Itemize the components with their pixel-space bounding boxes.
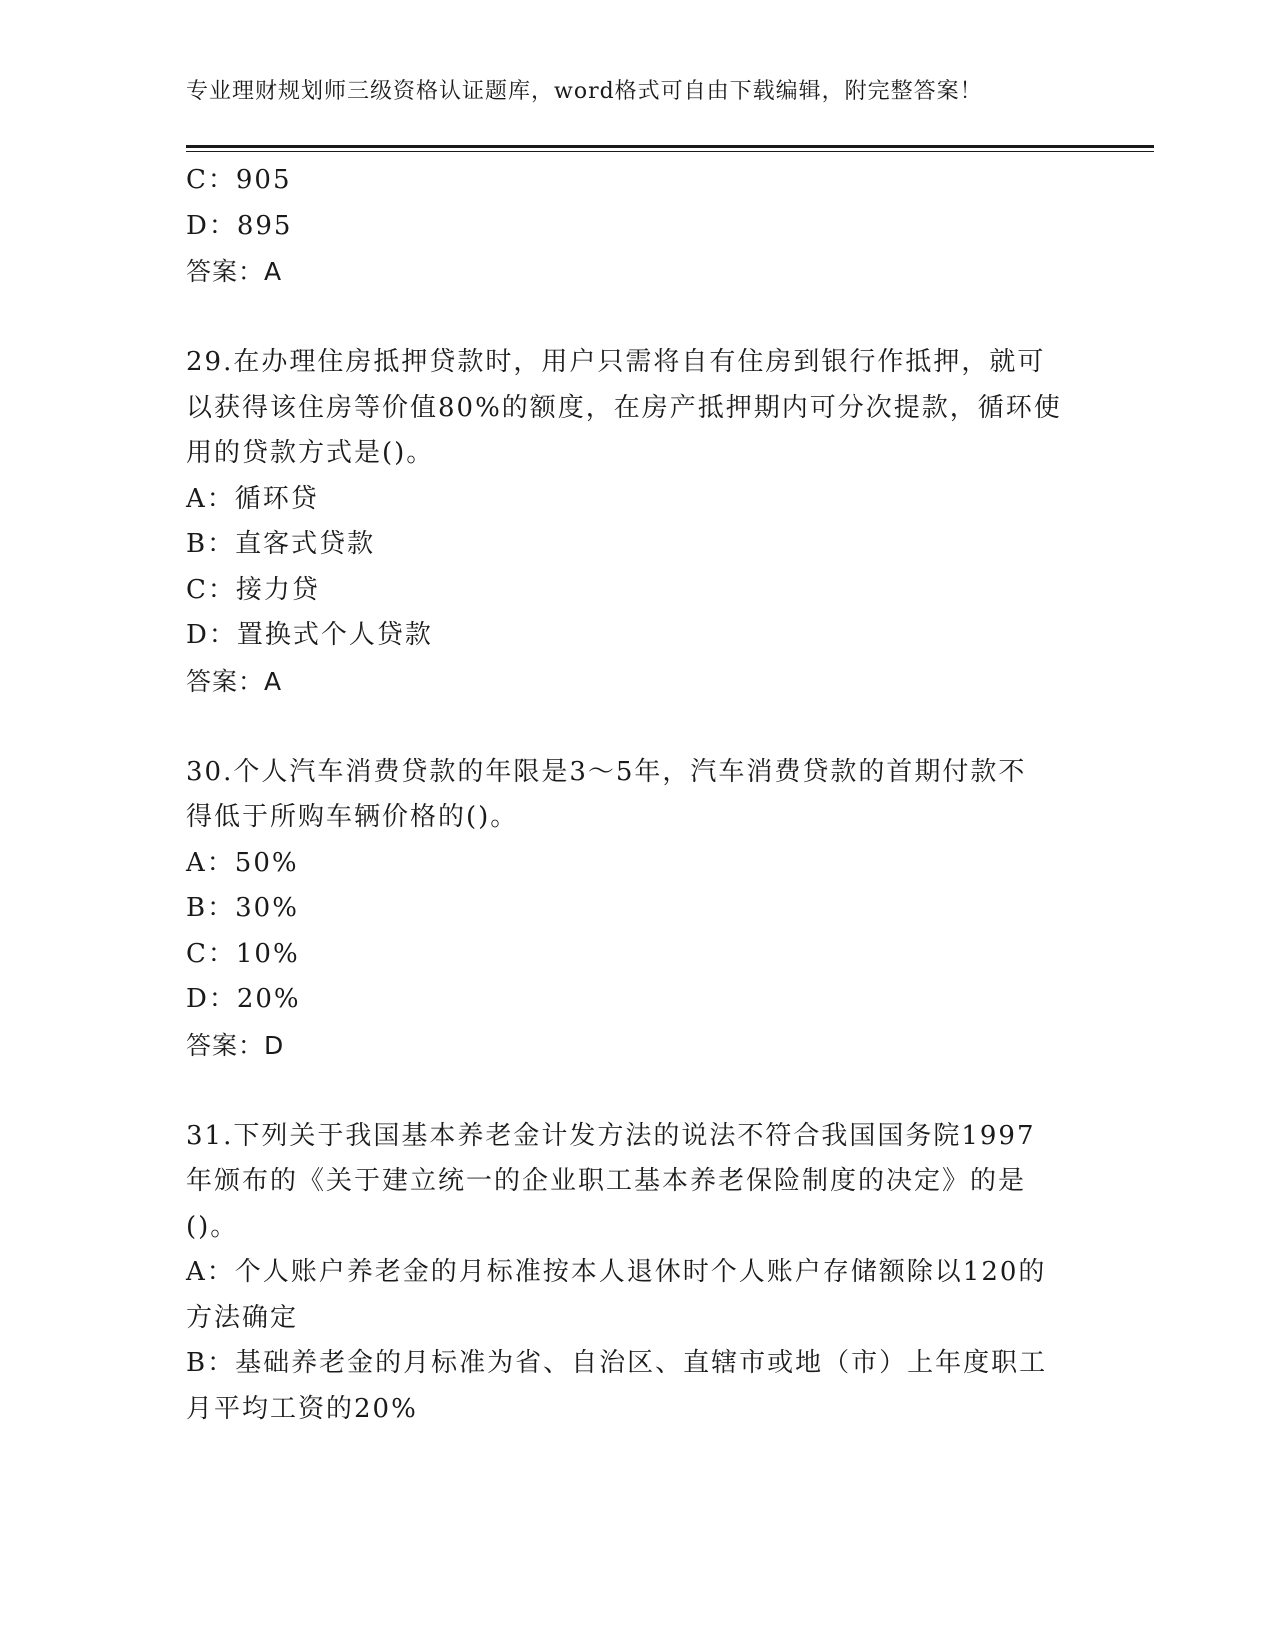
page-header: 专业理财规划师三级资格认证题库，word格式可自由下载编辑，附完整答案！ — [186, 79, 983, 104]
option-line: 方法确定 — [186, 1302, 299, 1333]
answer-line: 答案：A — [186, 257, 283, 286]
header-rule — [186, 145, 1154, 148]
question-line: 得低于所购车辆价格的()。 — [186, 802, 519, 832]
question-line: 30.个人汽车消费贷款的年限是3～5年，汽车消费贷款的首期付款不 — [186, 756, 1027, 787]
question-line: ()。 — [186, 1211, 239, 1242]
option-line: B：30% — [186, 893, 299, 923]
option-line: B：基础养老金的月标准为省、自治区、直辖市或地（市）上年度职工 — [186, 1348, 1048, 1378]
option-line: A：个人账户养老金的月标准按本人退休时个人账户存储额除以120的 — [186, 1257, 1047, 1287]
header-rule-thin — [186, 151, 1154, 152]
answer-line: 答案：A — [186, 666, 283, 696]
option-line: 月平均工资的20% — [186, 1393, 418, 1424]
option-line: C：接力贷 — [186, 574, 320, 605]
option-line: D：895 — [186, 210, 293, 241]
option-line: B：直客式贷款 — [186, 529, 376, 559]
question-line: 年颁布的《关于建立统一的企业职工基本养老保险制度的决定》的是 — [186, 1166, 1027, 1196]
option-line: A：循环贷 — [186, 483, 319, 514]
question-line: 29.在办理住房抵押贷款时，用户只需将自有住房到银行作抵押，就可 — [186, 347, 1046, 377]
question-line: 用的贷款方式是()。 — [186, 438, 435, 468]
question-line: 以获得该住房等价值80%的额度，在房产抵押期内可分次提款，循环使 — [186, 392, 1062, 423]
blank-line — [186, 295, 1086, 341]
option-line: D：置换式个人贷款 — [186, 620, 433, 650]
option-line: A：50% — [186, 847, 299, 878]
answer-line: 答案：D — [186, 1030, 285, 1060]
option-line: D：20% — [186, 984, 301, 1014]
option-line: C：10% — [186, 938, 300, 969]
blank-line — [186, 1068, 1086, 1114]
question-line: 31.下列关于我国基本养老金计发方法的说法不符合我国国务院1997 — [186, 1120, 1036, 1151]
option-line: C：905 — [186, 165, 292, 195]
blank-line — [186, 704, 1086, 750]
question-content — [186, 158, 1086, 1432]
